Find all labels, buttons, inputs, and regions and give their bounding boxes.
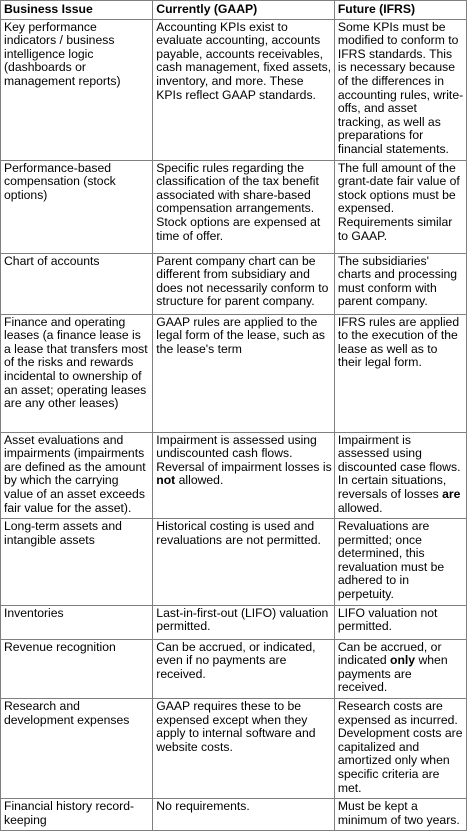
ifrs-cell (335, 433, 466, 519)
gaap-cell: Accounting KPIs exist to evaluate accounting, accounts payable, accounts receivables, cash management, fixed assets, inventory, and more. These KPIs reflect GAAP standards. (153, 20, 334, 160)
issue-cell: Chart of accounts (1, 254, 152, 314)
gaap-cell: GAAP requires these to be expensed except when they apply to internal software and website costs. (153, 699, 334, 798)
table-row (1, 640, 466, 698)
table-row (1, 699, 466, 798)
issue-cell: Inventories (1, 606, 152, 639)
gaap-emphasis: not (156, 473, 176, 488)
ifrs-cell: The subsidiaries' charts and processing must conform with parent company. (335, 254, 466, 314)
ifrs-text-part: allowed. (337, 500, 383, 515)
gaap-text-part: Impairment is assessed using undiscounted cash flows. Reversal of impairment losses is (156, 432, 332, 474)
table-row (1, 254, 466, 314)
table-row (1, 161, 466, 253)
ifrs-emphasis: only (390, 653, 416, 668)
table-row (1, 433, 466, 519)
gaap-cell: No requirements. (153, 799, 334, 830)
ifrs-cell: Revaluations are permitted; once determined, this revaluation must be adhered to in perpetuity. (335, 519, 466, 605)
ifrs-text-part: when payments are received. (337, 653, 448, 695)
table-row (1, 20, 466, 160)
issue-cell: Asset evaluations and impairments (impairments are defined as the amount by which the carrying value of an asset exceeds fair value for the asset). (1, 433, 152, 519)
issue-cell: Revenue recognition (1, 640, 152, 698)
gaap-cell: Specific rules regarding the classification of the tax benefit associated with share-based compensation arrangements. Stock options are expensed at time of offer. (153, 161, 334, 253)
table-row (1, 519, 466, 605)
issue-cell: Key performance indicators / business intelligence logic (dashboards or management reports) (1, 20, 152, 160)
gaap-cell: GAAP rules are applied to the legal form of the lease, such as the lease's term (153, 315, 334, 432)
gaap-cell: Parent company chart can be different from subsidiary and does not necessarily conform to structure for parent company. (153, 254, 334, 314)
header-row (1, 1, 466, 19)
ifrs-cell: Research costs are expensed as incurred. Development costs are capitalized and amortized only when specific criteria are met. (335, 699, 466, 798)
gaap-cell (153, 433, 334, 519)
table-row (1, 315, 466, 432)
ifrs-cell: Must be kept a minimum of two years. (335, 799, 466, 830)
issue-cell: Research and development expenses (1, 699, 152, 798)
table-row (1, 799, 466, 830)
ifrs-text-part: Can be accrued, or indicated (337, 639, 442, 668)
ifrs-cell: The full amount of the grant-date fair value of stock options must be expensed. Requirements similar to GAAP. (335, 161, 466, 253)
gaap-cell: Can be accrued, or indicated, even if no payments are received. (153, 640, 334, 698)
ifrs-cell: IFRS rules are applied to the execution of the lease as well as to their legal form. (335, 315, 466, 432)
issue-cell: Finance and operating leases (a finance lease is a lease that transfers most of the risks and rewards incidental to ownership of an asset; operating leases are any other leases) (1, 315, 152, 432)
issue-cell: Financial history record-keeping (1, 799, 152, 830)
issue-cell: Performance-based compensation (stock options) (1, 161, 152, 253)
gaap-text-part: allowed. (175, 473, 224, 488)
table-row (1, 606, 466, 639)
header-future-ifrs: Future (IFRS) (335, 1, 466, 19)
issue-cell: Long-term assets and intangible assets (1, 519, 152, 605)
ifrs-cell: LIFO valuation not permitted. (335, 606, 466, 639)
ifrs-emphasis: are (442, 486, 461, 501)
gaap-cell: Last-in-first-out (LIFO) valuation permitted. (153, 606, 334, 639)
ifrs-cell (335, 640, 466, 698)
ifrs-cell: Some KPIs must be modified to conform to IFRS standards. This is necessary because of the differences in accounting rules, write-offs, and asset tracking, as well as preparations for financial statements. (335, 20, 466, 160)
header-business-issue: Business Issue (1, 1, 152, 19)
gaap-cell: Historical costing is used and revaluations are not permitted. (153, 519, 334, 605)
ifrs-text-part: Impairment is assessed using discounted case flows. In certain situations, reversals of losses (337, 432, 461, 501)
header-currently-gaap: Currently (GAAP) (153, 1, 334, 19)
